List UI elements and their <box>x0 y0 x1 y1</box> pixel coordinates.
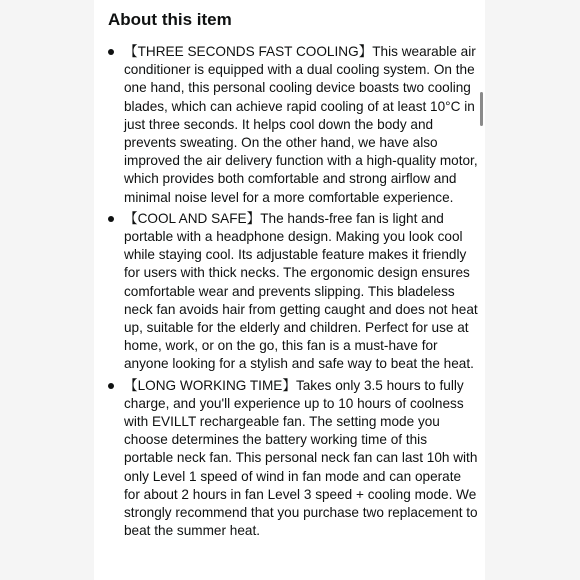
feature-bullet-cool-and-safe <box>94 210 485 374</box>
feature-bullet-long-working-time <box>94 377 485 541</box>
bullet-text: 【COOL AND SAFE】The hands-free fan is light and portable with a headphone design. Making you look cool while staying cool. Its adjustable feature makes it friendly for users with thick necks. The ergonomic design ensures comfortable wear and prevents slipping. This bladeless neck fan avoids hair from getting caught and does not heat up, suitable for the elderly and children. Perfect for use at home, work, or on the go, this fan is a must-have for anyone looking for a stylish and safe way to beat the heat. <box>124 210 478 372</box>
bullet-dot-icon <box>108 49 114 55</box>
about-this-item-panel <box>94 0 485 580</box>
feature-bullet-fast-cooling <box>94 43 485 207</box>
bullet-dot-icon <box>108 383 114 389</box>
vertical-scrollbar-thumb[interactable] <box>480 92 483 126</box>
bullet-text: 【THREE SECONDS FAST COOLING】This wearable air conditioner is equipped with a dual cooling system. On the one hand, this personal cooling device boasts two cooling blades, which can achieve rapid cooling of at least 10°C in just three seconds. It helps cool down the body and prevents sweating. On the other hand, we have also improved the air delivery function with a high-quality motor, which provides both comfortable and strong airflow and minimal noise level for a more comfortable experience. <box>124 44 478 205</box>
section-title: About this item <box>108 10 232 29</box>
bullet-dot-icon <box>108 216 114 222</box>
feature-bullet-list <box>94 43 485 543</box>
bullet-text: 【LONG WORKING TIME】Takes only 3.5 hours to fully charge, and you'll experience up to 10 hours of coolness with EVILLT rechargeable fan. The setting mode you choose determines the battery working time of this portable neck fan. This personal neck fan can last 10h with only Level 1 speed of wind in fan mode and can operate for about 2 hours in fan Level 3 speed + cooling mode. We strongly recommend that you purchase two replacement to beat the summer heat. <box>124 377 478 539</box>
